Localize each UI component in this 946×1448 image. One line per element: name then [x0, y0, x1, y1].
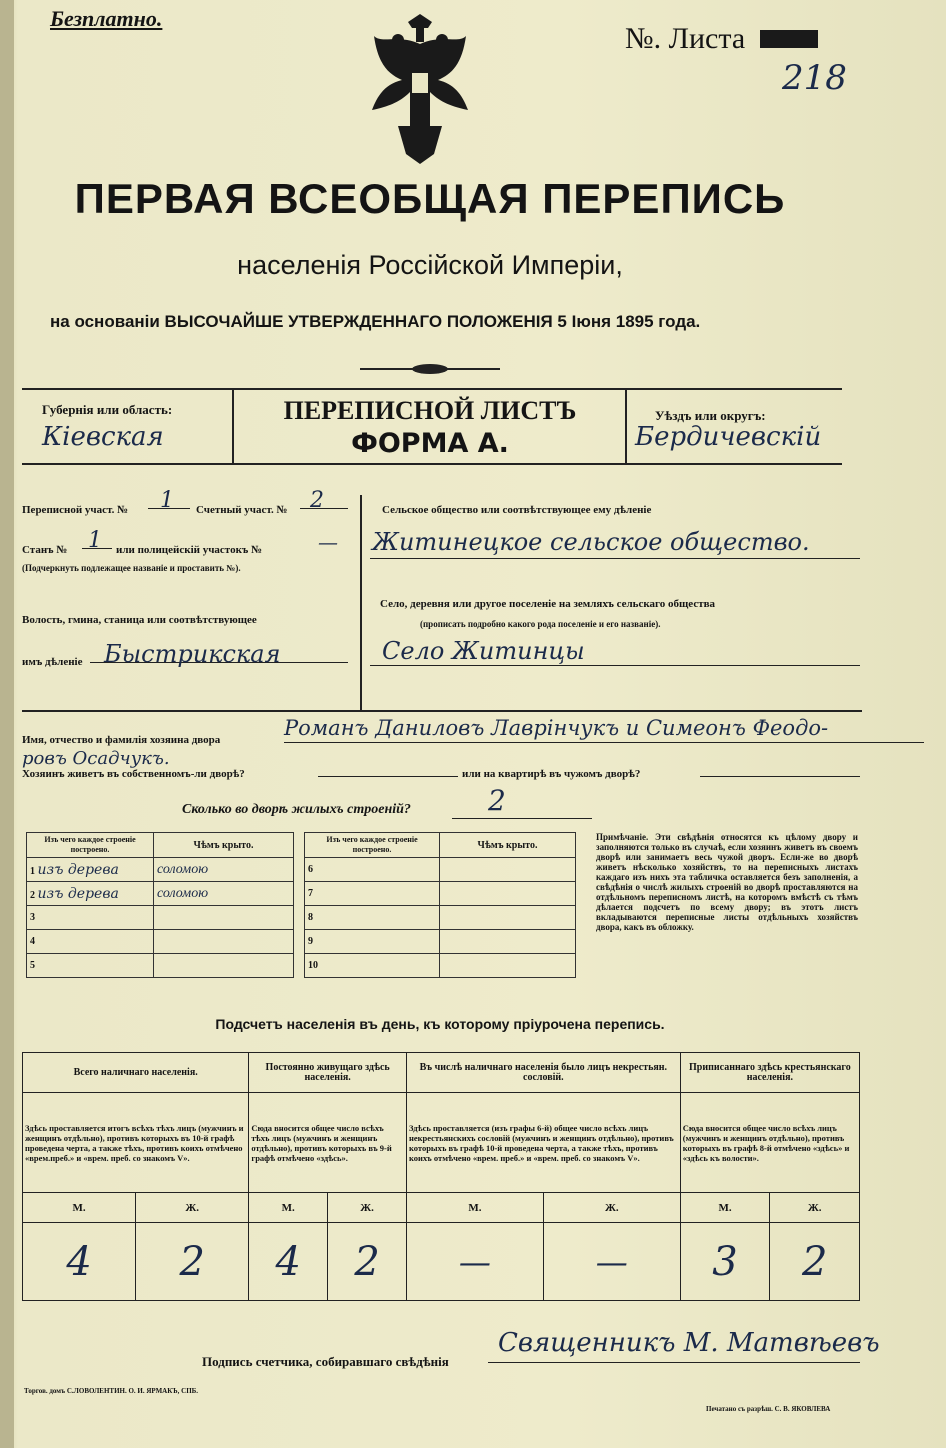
table-row	[27, 906, 294, 930]
population-col3-text: Здѣсь проставляется (изъ графы 6-й) общее число всѣхъ лицъ некрестьянскихъ сословій (мужчинъ и женщинъ отдѣльно), противъ которыхъ въ графѣ 10-й проведена черта, а также тѣхъ, противъ коихъ отмѣчено «врем. преб.» и «врем. преб. со знакомъ V».	[406, 1093, 680, 1193]
footer-left: Торгов. домъ С.ЛОВОЛЕНТИН. О. И. ЯРМАКЪ, СПБ.	[24, 1387, 199, 1395]
census-area-value: 1	[160, 488, 174, 513]
population-col1-head: Всего наличнаго населенія.	[23, 1053, 249, 1093]
sheet-number-label: №. Листа	[625, 22, 746, 55]
owner-value-1: Романъ Даниловъ Лаврінчукъ и Симеонъ Феодо-	[284, 716, 829, 740]
buildings-label: Сколько во дворѣ жилыхъ строеній?	[182, 802, 411, 817]
double-eagle-emblem-icon	[368, 14, 472, 164]
or-line	[700, 776, 860, 777]
row-material: изъ дерева	[37, 861, 119, 878]
police-value: —	[318, 530, 338, 554]
population-col1-text: Здѣсь проставляется итогъ всѣхъ тѣхъ лицъ (мужчинъ и женщинъ отдѣльно), противъ которыхъ въ 10-й графѣ проведена черта, а также тѣхъ, противъ коихъ отмѣчено «врем.преб.» и «врем. преб. со знакомъ V».	[23, 1093, 249, 1193]
table-row	[305, 954, 576, 978]
population-col3-head: Въ числѣ наличнаго населенія было лицъ некрестьян. сословій.	[406, 1053, 680, 1093]
buildings-header-material-2: Изъ чего каждое строеніе построено.	[305, 833, 440, 858]
note-label: Примѣчаніе.	[596, 832, 649, 842]
sheet-number-value: 218	[782, 58, 847, 98]
village-note: (прописать подробно какого рода поселеніе и его названіе).	[420, 619, 661, 629]
lives-line	[318, 776, 458, 777]
population-col4-text: Сюда вносится общее число всѣхъ лицъ (мужчинъ и женщинъ отдѣльно), противъ которыхъ въ графѣ 8-й отмѣчено «здѣсь» и «здѣсь къ волости».	[680, 1093, 859, 1193]
form-type: ФОРМА А.	[351, 428, 509, 459]
female-header: Ж.	[543, 1193, 680, 1223]
province-label: Губернія или область:	[42, 402, 173, 417]
owner-line	[284, 742, 924, 743]
table-row	[305, 882, 576, 906]
male-header: М.	[680, 1193, 770, 1223]
row-roof: соломою	[154, 858, 294, 882]
buildings-table-right	[304, 832, 576, 978]
main-title: ПЕРВАЯ ВСЕОБЩАЯ ПЕРЕПИСЬ	[74, 175, 786, 222]
table-row	[305, 858, 576, 882]
note-text: Эти свѣдѣнія относятся къ цѣлому двору и заполняются только въ случаѣ, если хозяинъ живетъ въ своемъ дворѣ или занимаетъ весь чужой дворъ. Если-же во дворѣ живетъ нѣсколько хозяйствъ, то на переписныхъ листахъ каждаго изъ нихъ эта табличка оставляется безъ заполненія, а свѣдѣнія о числѣ жилыхъ строеній во дворѣ проставляются на отдѣльномъ переписномъ листѣ, на которомъ вмѣстѣ съ тѣмъ дѣлается подсчетъ по всему двору; въ этотъ листъ вкладываются переписные листы отдѣльныхъ хозяйствъ двора, какъ въ обложку.	[596, 832, 858, 932]
male-header: М.	[406, 1193, 543, 1223]
signature-value: Священникъ М. Матвѣевъ	[498, 1328, 880, 1358]
volost-label-1: Волость, гмина, станица или соотвѣтствующее	[22, 614, 257, 626]
society-label: Сельское общество или соотвѣтствующее ему дѣленіе	[382, 504, 652, 516]
village-label: Село, деревня или другое поселеніе на земляхъ сельскаго общества	[380, 598, 716, 610]
male-header: М.	[249, 1193, 328, 1223]
row-number: 1	[30, 865, 35, 877]
form-name: ПЕРЕПИСНОЙ ЛИСТЪ	[283, 396, 577, 425]
ornament-divider-icon	[360, 362, 500, 376]
row-number: 8	[305, 906, 440, 930]
non-peasant-female-value: —	[543, 1223, 680, 1301]
signature-label: Подпись счетчика, собиравшаго свѣдѣнія	[202, 1354, 449, 1369]
table-row	[305, 906, 576, 930]
buildings-header-roof-2: Чѣмъ крыто.	[440, 833, 576, 858]
table-row	[27, 954, 294, 978]
female-header: Ж.	[770, 1193, 860, 1223]
population-col2-head: Постоянно живущаго здѣсь населенія.	[249, 1053, 407, 1093]
male-header: М.	[23, 1193, 136, 1223]
or-label: или на квартирѣ въ чужомъ дворѣ?	[462, 768, 641, 780]
total-female-value: 2	[136, 1223, 249, 1301]
table-row	[27, 930, 294, 954]
row-roof	[154, 906, 294, 930]
stan-label: Станъ №	[22, 544, 68, 556]
buildings-value: 2	[488, 784, 506, 817]
census-area-label: Переписной участ. №	[22, 504, 129, 516]
column-divider	[360, 495, 362, 710]
buildings-line	[452, 818, 592, 819]
note-block	[596, 832, 858, 932]
volost-value: Быстрикская	[104, 640, 281, 668]
rule-v1	[232, 388, 234, 465]
row-number: 3	[27, 906, 154, 930]
counting-area-label: Счетный участ. №	[196, 504, 288, 516]
district-value: Бердичевскій	[635, 422, 822, 452]
population-col4-head: Приписаннаго здѣсь крестьянскаго населенія.	[680, 1053, 859, 1093]
rule-bottom	[22, 463, 842, 465]
permanent-male-value: 4	[249, 1223, 328, 1301]
rule-top	[22, 388, 842, 390]
row-material: изъ дерева	[37, 885, 119, 902]
row-number: 6	[305, 858, 440, 882]
row-number: 5	[27, 954, 154, 978]
female-header: Ж.	[328, 1193, 407, 1223]
non-peasant-male-value: —	[406, 1223, 543, 1301]
row-number: 7	[305, 882, 440, 906]
permanent-female-value: 2	[328, 1223, 407, 1301]
table-row	[27, 858, 294, 882]
redaction-mark	[760, 30, 818, 48]
table-row	[305, 930, 576, 954]
row-number: 10	[305, 954, 440, 978]
female-header: Ж.	[136, 1193, 249, 1223]
row-roof	[154, 954, 294, 978]
subtitle: населенія Россійской Имперіи,	[237, 250, 623, 280]
rule-v2	[625, 388, 627, 465]
row-number: 4	[27, 930, 154, 954]
owner-value-2: ровъ Осадчукъ.	[22, 748, 170, 769]
province-value: Кіевская	[42, 422, 164, 452]
district-label: Уѣздъ или округъ:	[655, 408, 766, 423]
table-row	[27, 882, 294, 906]
village-value: Село Житинцы	[382, 637, 585, 665]
basis-line: на основаніи ВЫСОЧАЙШЕ УТВЕРЖДЕННАГО ПОЛОЖЕНІЯ 5 Іюня 1895 года.	[50, 312, 701, 331]
row-number: 2	[30, 889, 35, 901]
village-line	[370, 665, 860, 666]
population-table	[22, 1052, 860, 1301]
population-col2-text: Сюда вносится общее число всѣхъ тѣхъ лицъ (мужчинъ и женщинъ отдѣльно), противъ которыхъ въ 9-й графѣ отмѣчено «здѣсь».	[249, 1093, 407, 1193]
owner-label: Имя, отчество и фамилія хозяина двора	[22, 734, 221, 746]
buildings-header-material: Изъ чего каждое строеніе построено.	[27, 833, 154, 858]
counting-area-line	[300, 508, 348, 509]
registered-male-value: 3	[680, 1223, 770, 1301]
signature-line	[488, 1362, 860, 1363]
section-rule	[22, 710, 862, 712]
police-label: или полицейскій участокъ №	[116, 544, 263, 556]
counting-area-value: 2	[310, 488, 324, 513]
underline-note: (Подчеркнуть подлежащее названіе и проставить №).	[22, 563, 241, 573]
row-number: 9	[305, 930, 440, 954]
buildings-table-left	[26, 832, 294, 978]
society-line	[370, 558, 860, 559]
footer-right: Печатано съ разрѣш. С. В. ЯКОВЛЕВА	[706, 1405, 831, 1413]
stan-value: 1	[88, 528, 102, 553]
free-label: Безплатно.	[50, 6, 163, 31]
registered-female-value: 2	[770, 1223, 860, 1301]
society-value: Житинецкое сельское общество.	[372, 528, 810, 556]
row-roof: соломою	[154, 882, 294, 906]
volost-label-2: имъ дѣленіе	[22, 656, 83, 668]
lives-label: Хозяинъ живетъ въ собственномъ-ли дворѣ?	[22, 768, 245, 780]
population-title: Подсчетъ населенія въ день, къ которому пріурочена перепись.	[215, 1016, 665, 1032]
buildings-header-roof: Чѣмъ крыто.	[154, 833, 294, 858]
total-male-value: 4	[23, 1223, 136, 1301]
row-roof	[154, 930, 294, 954]
